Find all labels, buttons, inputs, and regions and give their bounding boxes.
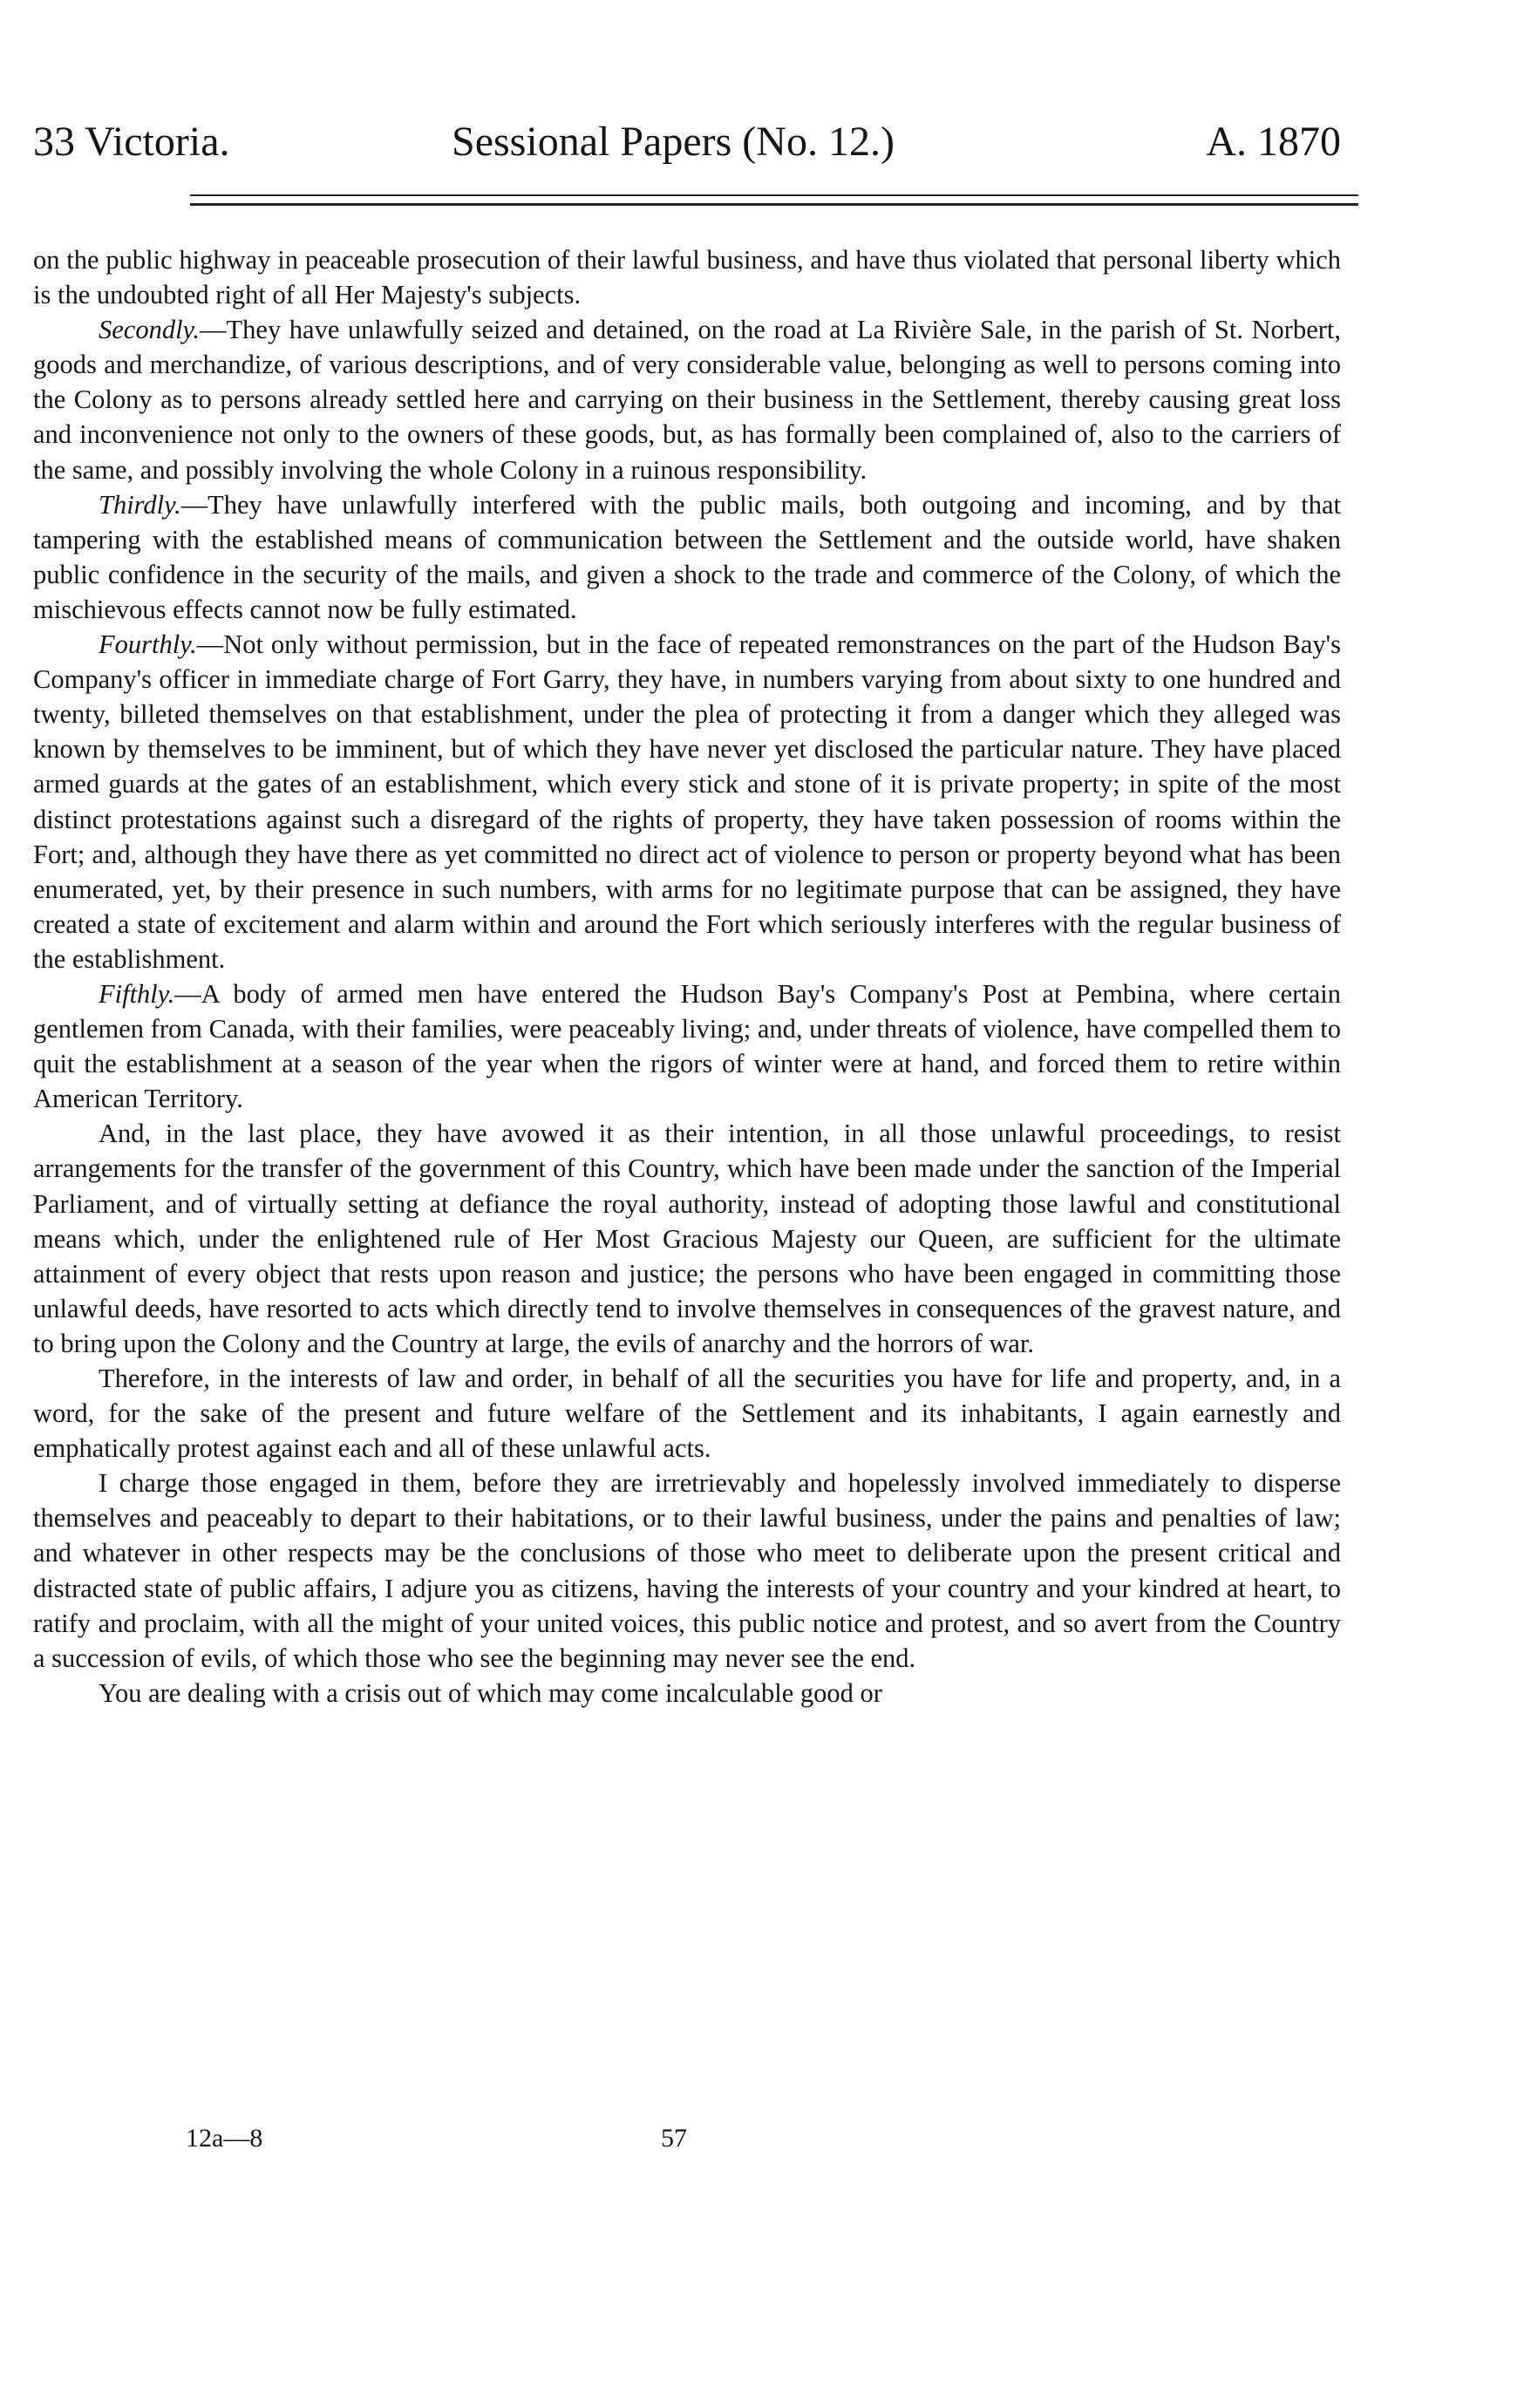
header-session: 33 Victoria. (33, 119, 230, 165)
paragraph-text: —They have unlawfully interfered with the public mails, both outgoing and incoming, and by that tampering with the established means of communication between the Settlement and the outside world, have shaken public confidence in the security of the mails, and given a shock to the trade and commerce of the Colony, of which the mischievous effects cannot now be fully estimated. (33, 489, 1341, 624)
paragraph-secondly (33, 312, 1341, 486)
paragraph-text: —Not only without permission, but in the face of repeated remonstrances on the part of the Hudson Bay's Company's officer in immediate charge of Fort Garry, they have, in numbers varying from about sixty to one hundred and twenty, billeted themselves on that establishment, under the plea of protecting it from a danger which they alleged was known by themselves to be imminent, but of which they have never yet disclosed the particular nature. They have placed armed guards at the gates of an establishment, which every stick and stone of it is private property; in spite of the most distinct protestations against such a disregard of the rights of property, they have taken possession of rooms within the Fort; and, although they have there as yet committed no direct act of violence to person or property beyond what has been enumerated, yet, by their presence in such numbers, with arms for no legitimate purpose that can be assigned, they have created a state of excitement and alarm within and around the Fort which seriously interferes with the regular business of the establishment. (33, 629, 1341, 974)
paragraph-lead: Thirdly. (99, 489, 181, 520)
paragraph-text: I charge those engaged in them, before they are irretrievably and hopelessly involved immediately to disperse themselves and peaceably to depart to their habitations, or to their lawful business, under the pains and penalties of law; and whatever in other respects may be the conclusions of those who meet to deliberate upon the present critical and distracted state of public affairs, I adjure you as citizens, having the interests of your country and your kindred at heart, to ratify and proclaim, with all the might of your united voices, this public notice and protest, and so avert from the Country a succession of evils, of which those who see the beginning may never see the end. (33, 1468, 1341, 1673)
paragraph-lead: Fifthly. (99, 978, 175, 1009)
paragraph-lead: Fourthly. (99, 629, 197, 660)
paragraph-text: —A body of armed men have entered the Hudson Bay's Company's Post at Pembina, where certain gentlemen from Canada, with their families, were peaceably living; and, under threats of violence, have compelled them to quit the establishment at a season of the year when the rigors of winter were at hand, and forced them to retire within American Territory. (33, 978, 1341, 1114)
paragraph-therefore (33, 1361, 1341, 1466)
header-title: Sessional Papers (No. 12.) (452, 119, 895, 165)
paragraph-text: Therefore, in the interests of law and order, in behalf of all the securities you have for life and property, and, in a word, for the sake of the present and future welfare of the Settlement and its inhabitants, I again earnestly and emphatically protest against each and all of these unlawful acts. (33, 1364, 1341, 1464)
paragraph-fifthly (33, 976, 1341, 1116)
printer-signature: 12a—8 (186, 2124, 263, 2153)
page-footer (33, 2121, 1341, 2156)
header-year: A. 1870 (1206, 119, 1341, 165)
header-double-rule (190, 194, 1358, 206)
paragraph-crisis (33, 1676, 1341, 1711)
paragraph-thirdly (33, 487, 1341, 627)
paragraph-i-charge (33, 1466, 1341, 1676)
paragraph-text: And, in the last place, they have avowed it as their intention, in all those unlawful proceedings, to resist arrangements for the transfer of the government of this Country, which have been made under the sanction of the Imperial Parliament, and of virtually setting at defiance the royal authority, instead of adopting those lawful and constitutional means which, under the enlightened rule of Her Most Gracious Majesty our Queen, are sufficient for the ultimate attainment of every object that rests upon reason and justice; the persons who have been engaged in committing those unlawful deeds, have resorted to acts which directly tend to involve themselves in consequences of the gravest nature, and to bring upon the Colony and the Country at large, the evils of anarchy and the horrors of war. (33, 1119, 1341, 1358)
paragraph-text: You are dealing with a crisis out of which may come incalculable good or (99, 1677, 882, 1708)
page-number: 57 (661, 2124, 687, 2153)
body-text (33, 242, 1341, 1711)
page-header (33, 112, 1341, 173)
paragraph-last-place (33, 1116, 1341, 1361)
paragraph-text: on the public highway in peaceable prosecution of their lawful business, and have thus violated that personal liberty which is the undoubted right of all Her Majesty's subjects. (33, 245, 1341, 310)
paragraph-text: —They have unlawfully seized and detained, on the road at La Rivière Sale, in the parish of St. Norbert, goods and merchandize, of various descriptions, and of very considerable value, belonging as well to persons coming into the Colony as to persons already settled here and carrying on their business in the Settlement, thereby causing great loss and inconvenience not only to the owners of these goods, but, as has formally been complained of, also to the carriers of the same, and possibly involving the whole Colony in a ruinous responsibility. (33, 315, 1341, 485)
paragraph-fourthly (33, 627, 1341, 976)
paragraph-1 (33, 242, 1341, 312)
paragraph-lead: Secondly. (99, 315, 201, 345)
